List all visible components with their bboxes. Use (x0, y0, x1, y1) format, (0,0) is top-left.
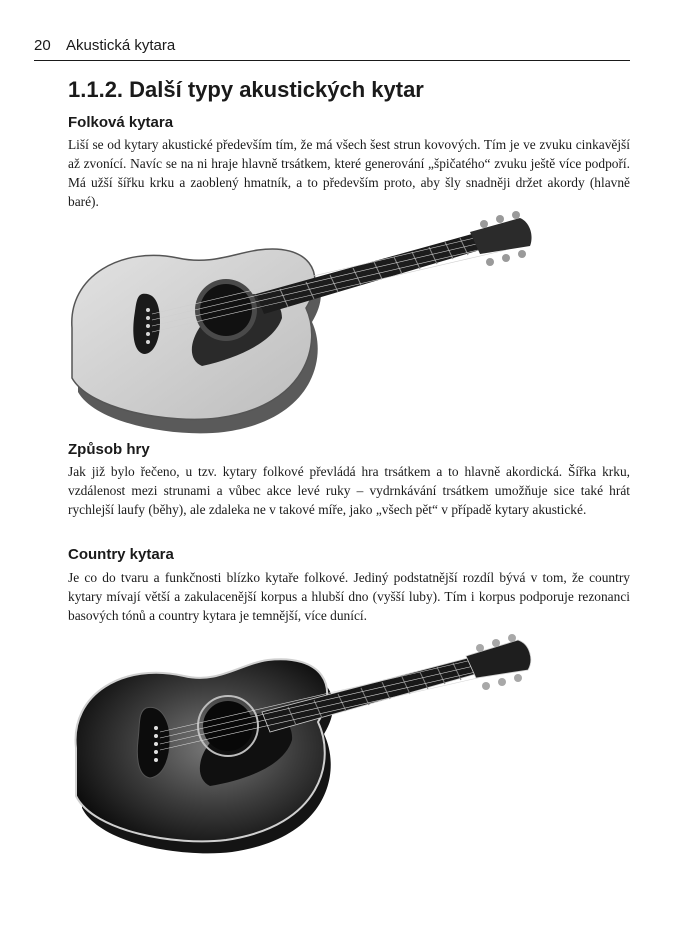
folk-guitar-image (60, 210, 540, 435)
play-style-paragraph: Jak již bylo řečeno, u tzv. kytary folkové převládá hra trsátkem a to hlavně akordická. Šířka krku, vzdálenost mezi strunami a vůbec akce levé ruky – vydrnkávání trsátkem umožňuje sice také hrát rychlejší laufy (běhy), ale zdaleka ne v takové míře, jako „všech pět“ v případě kytary akustické. (68, 464, 630, 517)
running-title: Akustická kytara (66, 37, 176, 54)
folk-heading: Folková kytara (68, 114, 174, 131)
page-number: 20 (34, 37, 51, 54)
country-guitar-image (66, 630, 542, 855)
country-paragraph: Je co do tvaru a funkčnosti blízko kytaře folkové. Jediný podstatnější rozdíl bývá v tom, že country kytary mívají větší a zakulacenější korpus a hlubší dno (vyšší luby). Tím i korpus podporuje rezonanci basových tónů a country kytara je temnější, více dunící. (68, 570, 630, 623)
folk-paragraph: Liší se od kytary akustické především tím, že má všech šest strun kovových. Tím je ve zvuku cinkavější až zvonící. Navíc se na ni hraje hlavně trsátkem, které generování „špičatého“ zvuku ještě více podpoří. Má užší šířku krku a zaoblený hmatník, a to především proto, aby šly snadněji držet akordy (hlavně baré). (68, 137, 630, 209)
play-style-heading: Způsob hry (68, 441, 150, 458)
section-title: 1.1.2. Další typy akustických kytar (68, 77, 424, 102)
running-header (34, 34, 630, 61)
country-heading: Country kytara (68, 546, 174, 563)
